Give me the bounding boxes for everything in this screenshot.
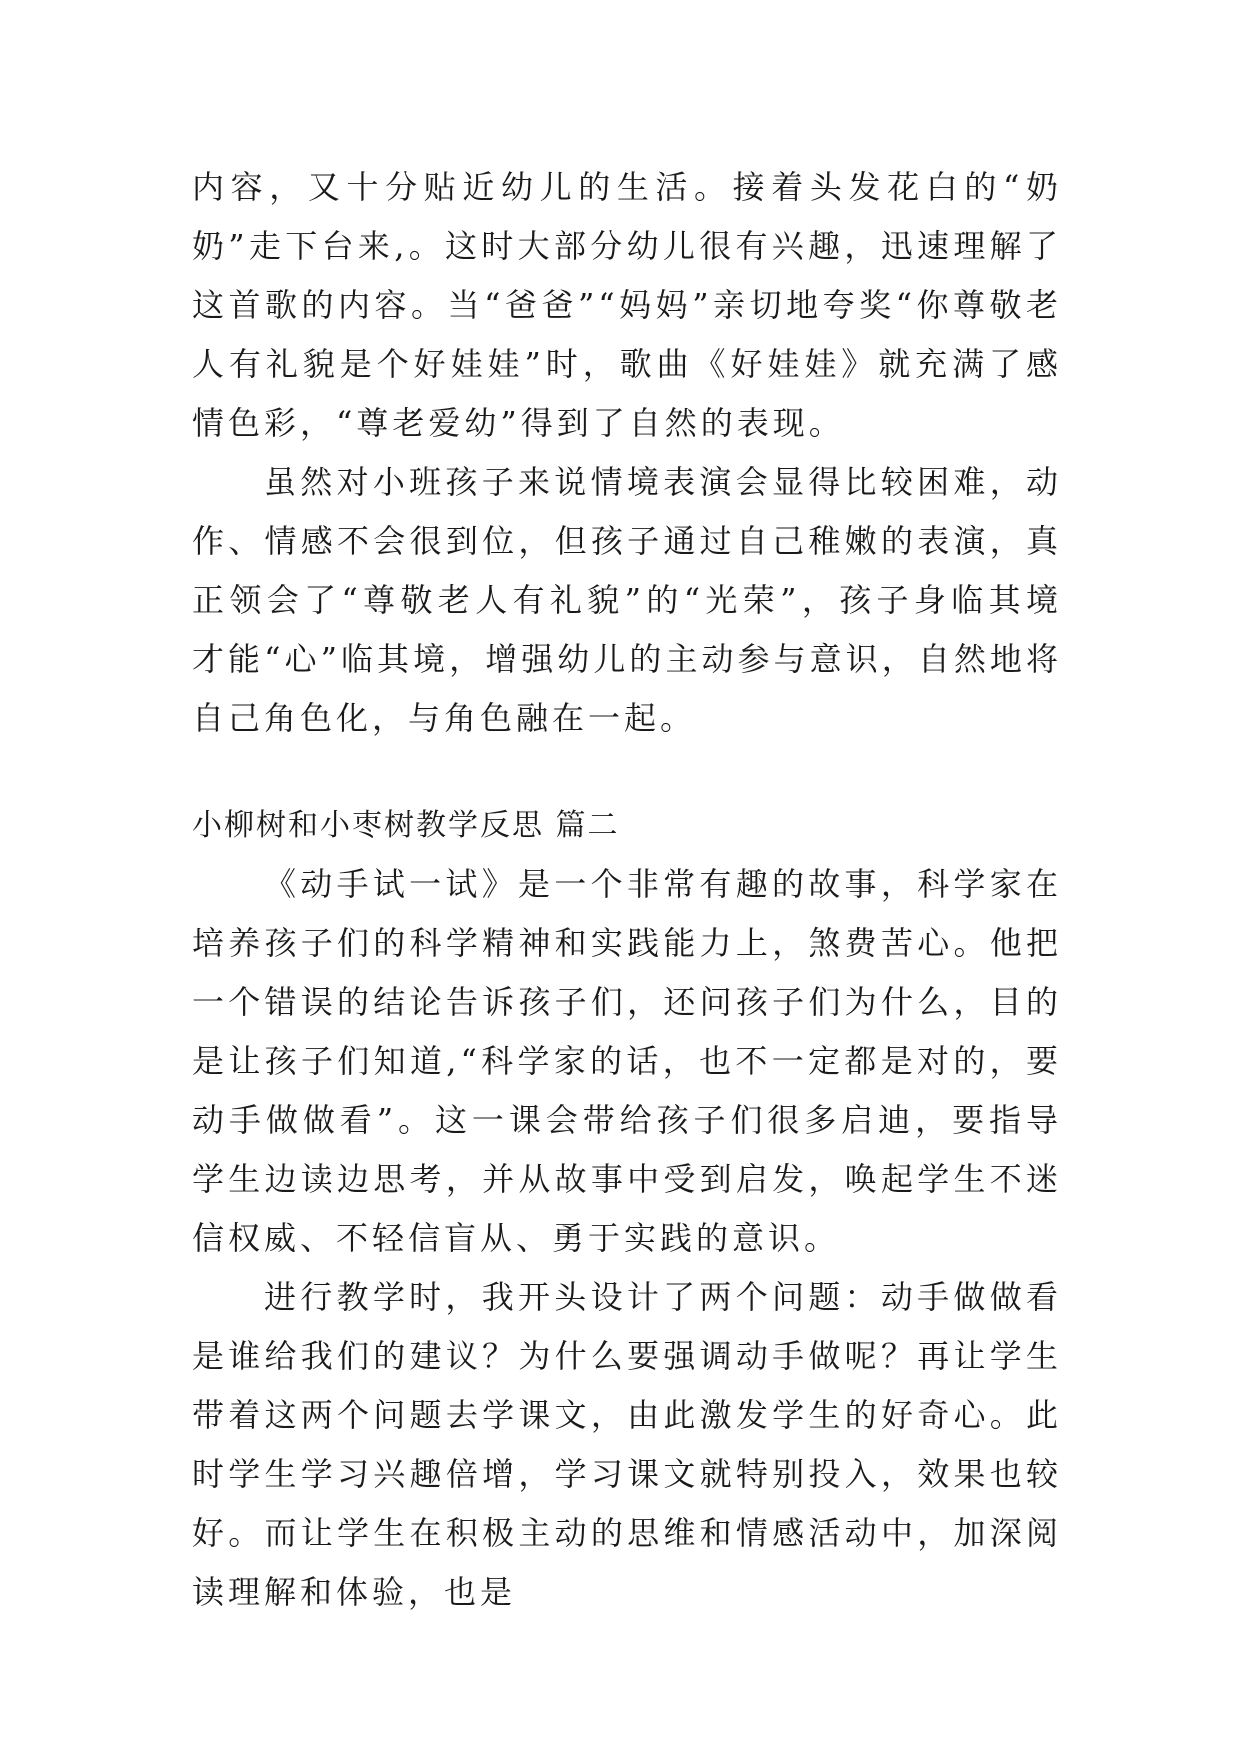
- paragraph: 虽然对小班孩子来说情境表演会显得比较困难，动作、情感不会很到位，但孩子通过自己稚嫩的表演，真正领会了“尊敬老人有礼貌”的“光荣”，孩子身临其境才能“心”临其境，增强幼儿的主动参与意识，自然地将自己角色化，与角色融在一起。: [192, 463, 1062, 737]
- paragraph-continued: 内容，又十分贴近幼儿的生活。接着头发花白的“奶奶”走下台来,。这时大部分幼儿很有兴趣，迅速理解了这首歌的内容。当“爸爸”“妈妈”亲切地夸奖“你尊敬老人有礼貌是个好娃娃”时，歌曲《好娃娃》就充满了感情色彩，“尊老爱幼”得到了自然的表现。: [192, 168, 1062, 442]
- document-body: [192, 158, 1062, 1622]
- paragraph: 《动手试一试》是一个非常有趣的故事，科学家在培养孩子们的科学精神和实践能力上，煞费苦心。他把一个错误的结论告诉孩子们，还问孩子们为什么，目的是让孩子们知道,“科学家的话，也不一定都是对的，要动手做做看”。这一课会带给孩子们很多启迪，要指导学生边读边思考，并从故事中受到启发，唤起学生不迷信权威、不轻信盲从、勇于实践的意识。: [192, 865, 1062, 1257]
- section-title: 小柳树和小枣树教学反思 篇二: [192, 808, 620, 843]
- paragraph: 进行教学时，我开头设计了两个问题：动手做做看是谁给我们的建议？为什么要强调动手做呢？再让学生带着这两个问题去学课文，由此激发学生的好奇心。此时学生学习兴趣倍增，学习课文就特别投入，效果也较好。而让学生在积极主动的思维和情感活动中，加深阅读理解和体验，也是: [192, 1278, 1062, 1611]
